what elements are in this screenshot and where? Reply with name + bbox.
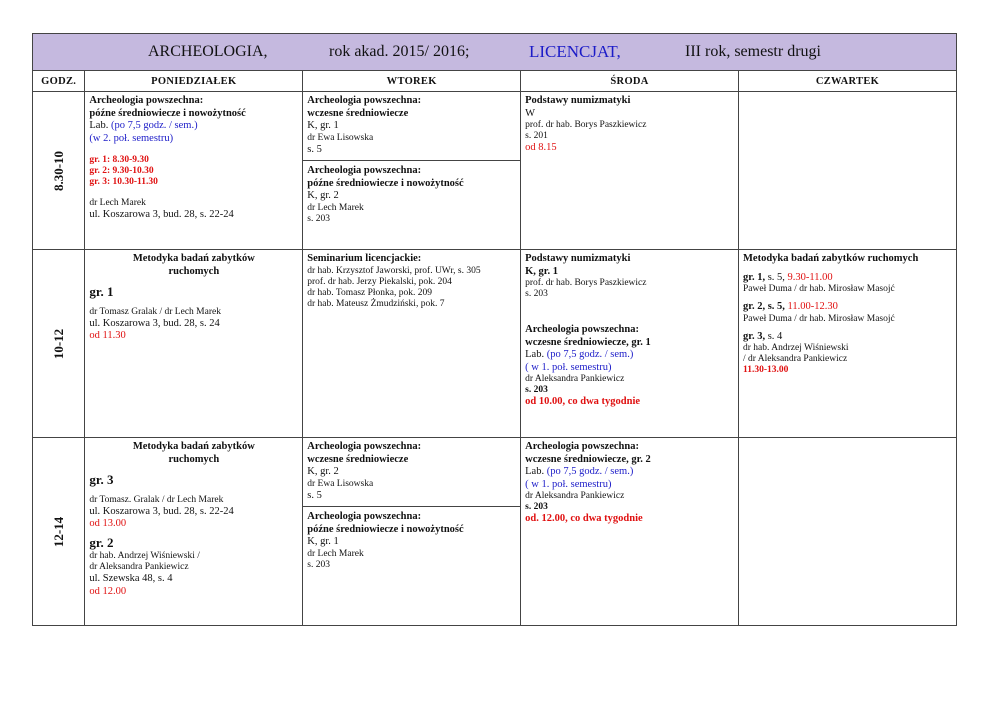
group-time-3: gr. 3: 10.30-11.30 — [89, 177, 158, 187]
course-group: K, gr. 2 — [307, 466, 339, 477]
slot-row-1 — [33, 92, 957, 250]
teacher: dr Aleksandra Pankiewicz — [525, 374, 625, 384]
course-period: ( w 1. poł. semestru) — [525, 478, 612, 490]
group-2: gr. 2, s. 5, 11.00-12.30 — [743, 301, 838, 312]
course-group: K, gr. 1 — [307, 120, 339, 131]
teacher: prof. dr hab. Borys Paszkiewicz — [525, 120, 647, 130]
room: s. 203 — [307, 559, 330, 570]
course-subtitle: wczesne średniowiecze — [307, 107, 409, 119]
course-subtitle: późne średniowiecze i nowożytność — [307, 523, 464, 535]
course-group: K, gr. 1 — [307, 536, 339, 547]
supervisor-3: dr hab. Tomasz Płonka, pok. 209 — [307, 287, 433, 298]
course-group: K, gr. 2 — [307, 190, 339, 201]
teacher: Paweł Duma / dr hab. Mirosław Masojć — [743, 313, 895, 324]
group-time-2: gr. 2: 9.30-10.30 — [89, 166, 154, 176]
cell-thu-1 — [739, 92, 957, 250]
course-title: Archeologia powszechna: — [525, 324, 639, 335]
course-title: Podstawy numizmatyki — [525, 95, 631, 106]
teacher: dr Lech Marek — [89, 198, 146, 208]
group-time-1: gr. 1: 8.30-9.30 — [89, 155, 149, 165]
cell-tue-2 — [303, 250, 521, 438]
teacher: dr Tomasz Gralak / dr Lech Marek — [89, 306, 221, 317]
start-time: od. 12.00, co dwa tygodnie — [525, 513, 643, 524]
course-title: Podstawy numizmatyki — [525, 253, 631, 264]
group-label: gr. 3 — [89, 472, 114, 487]
header-thursday: CZWARTEK — [739, 71, 957, 92]
title-year: rok akad. 2015/ 2016; — [329, 43, 470, 60]
teacher: dr Tomasz. Gralak / dr Lech Marek — [89, 494, 224, 505]
course-title: Seminarium licencjackie: — [307, 253, 422, 264]
cell-mon-1 — [85, 92, 303, 250]
start-time: od 11.30 — [89, 330, 126, 341]
timetable — [32, 33, 957, 626]
title-subject: ARCHEOLOGIA, — [148, 43, 268, 60]
course-title: Archeologia powszechna: — [307, 441, 422, 452]
course-title: Archeologia powszechna: — [307, 95, 422, 106]
slot-row-2 — [33, 250, 957, 438]
teacher: Paweł Duma / dr hab. Mirosław Masojć — [743, 284, 895, 294]
teacher: dr Aleksandra Pankiewicz — [89, 562, 189, 572]
cell-wed-3 — [521, 438, 739, 626]
schedule-sheet — [32, 33, 957, 626]
cell-thu-2 — [739, 250, 957, 438]
room: s. 5 — [307, 143, 322, 155]
title-cell — [33, 34, 957, 71]
supervisor-2: prof. dr hab. Jerzy Piekalski, pok. 204 — [307, 276, 452, 287]
course-subtitle: ruchomych — [168, 453, 220, 465]
course-title: Metodyka badań zabytków — [132, 441, 255, 452]
teacher: dr Lech Marek — [307, 548, 364, 559]
slot-label-3: 12-14 — [33, 438, 85, 626]
header-wednesday: ŚRODA — [521, 71, 739, 92]
course-title: Metodyka badań zabytków — [132, 253, 255, 264]
group-time: 11.30-13.00 — [743, 365, 789, 375]
course-title: Archeologia powszechna: — [525, 441, 639, 452]
teacher: dr Lech Marek — [307, 202, 364, 213]
header-row — [33, 71, 957, 92]
teacher: dr Aleksandra Pankiewicz — [525, 491, 625, 501]
room: s. 203 — [307, 213, 330, 224]
location: ul. Koszarowa 3, bud. 28, s. 24 — [89, 317, 220, 329]
room: s. 5 — [307, 489, 322, 501]
header-tuesday: WTOREK — [303, 71, 521, 92]
course-subtitle: późne średniowiecze i nowożytność — [307, 177, 464, 189]
location: ul. Koszarowa 3, bud. 28, s. 22-24 — [89, 505, 234, 517]
header-godz: GODZ. — [33, 71, 85, 92]
cell-divider — [303, 506, 520, 571]
header-monday: PONIEDZIAŁEK — [85, 71, 303, 92]
start-time: od 12.00 — [89, 585, 127, 597]
cell-mon-2 — [85, 250, 303, 438]
group-label: gr. 2 — [89, 534, 114, 550]
room: s. 203 — [525, 289, 548, 299]
course-type: W — [525, 107, 536, 119]
slot-label-2: 10-12 — [33, 250, 85, 438]
course-period: (w 2. poł. semestru) — [89, 132, 174, 144]
teacher: dr hab. Andrzej Wiśniewski / — [89, 551, 200, 561]
start-time: od 13.00 — [89, 518, 127, 529]
cell-mon-3 — [85, 438, 303, 626]
teacher: / dr Aleksandra Pankiewicz — [743, 354, 848, 364]
course-subtitle: ruchomych — [168, 265, 220, 277]
course-type: Lab. (po 7,5 godz. / sem.) — [525, 349, 634, 360]
course-subtitle: późne średniowiecze i nowożytność — [89, 107, 246, 119]
title-level: LICENCJAT, — [529, 42, 621, 61]
supervisor-1: dr hab. Krzysztof Jaworski, prof. UWr, s. 305 — [307, 265, 481, 276]
cell-wed-2 — [521, 250, 739, 438]
course-title: Archeologia powszechna: — [307, 511, 422, 522]
start-time: od 8.15 — [525, 142, 557, 153]
slot-label-1: 8.30-10 — [33, 92, 85, 250]
room: s. 203 — [525, 385, 548, 395]
teacher: prof. dr hab. Borys Paszkiewicz — [525, 278, 647, 288]
group-1: gr. 1, s. 5, 9.30-11.00 — [743, 271, 833, 283]
location: ul. Koszarowa 3, bud. 28, s. 22-24 — [89, 209, 234, 220]
teacher: dr hab. Andrzej Wiśniewski — [743, 343, 849, 353]
cell-thu-3 — [739, 438, 957, 626]
title-term: III rok, semestr drugi — [685, 43, 821, 60]
room: s. 203 — [525, 502, 548, 512]
group-3: gr. 3, s. 4 — [743, 330, 783, 342]
course-title: Metodyka badań zabytków ruchomych — [743, 253, 919, 264]
cell-divider — [303, 160, 520, 225]
course-type: Lab. (po 7,5 godz. / sem.) — [89, 120, 198, 131]
title-row — [33, 34, 957, 71]
start-time: od 10.00, co dwa tygodnie — [525, 396, 641, 407]
cell-wed-1 — [521, 92, 739, 250]
group-label: gr. 1 — [89, 284, 114, 299]
supervisor-4: dr hab. Mateusz Żmudziński, pok. 7 — [307, 298, 445, 309]
course-subtitle: wczesne średniowiecze, gr. 2 — [525, 453, 651, 465]
course-title: Archeologia powszechna: — [307, 165, 422, 176]
course-type: Lab. (po 7,5 godz. / sem.) — [525, 466, 634, 477]
course-period: ( w 1. poł. semestru) — [525, 361, 612, 373]
course-group: K, gr. 1 — [525, 265, 558, 277]
cell-tue-1 — [303, 92, 521, 250]
cell-tue-3 — [303, 438, 521, 626]
teacher: dr Ewa Lisowska — [307, 478, 374, 489]
course-title: Archeologia powszechna: — [89, 95, 204, 106]
location: ul. Szewska 48, s. 4 — [89, 573, 173, 584]
slot-row-3 — [33, 438, 957, 626]
course-subtitle: wczesne średniowiecze — [307, 453, 409, 465]
course-subtitle: wczesne średniowiecze, gr. 1 — [525, 336, 651, 348]
teacher: dr Ewa Lisowska — [307, 132, 374, 143]
room: s. 201 — [525, 131, 548, 141]
